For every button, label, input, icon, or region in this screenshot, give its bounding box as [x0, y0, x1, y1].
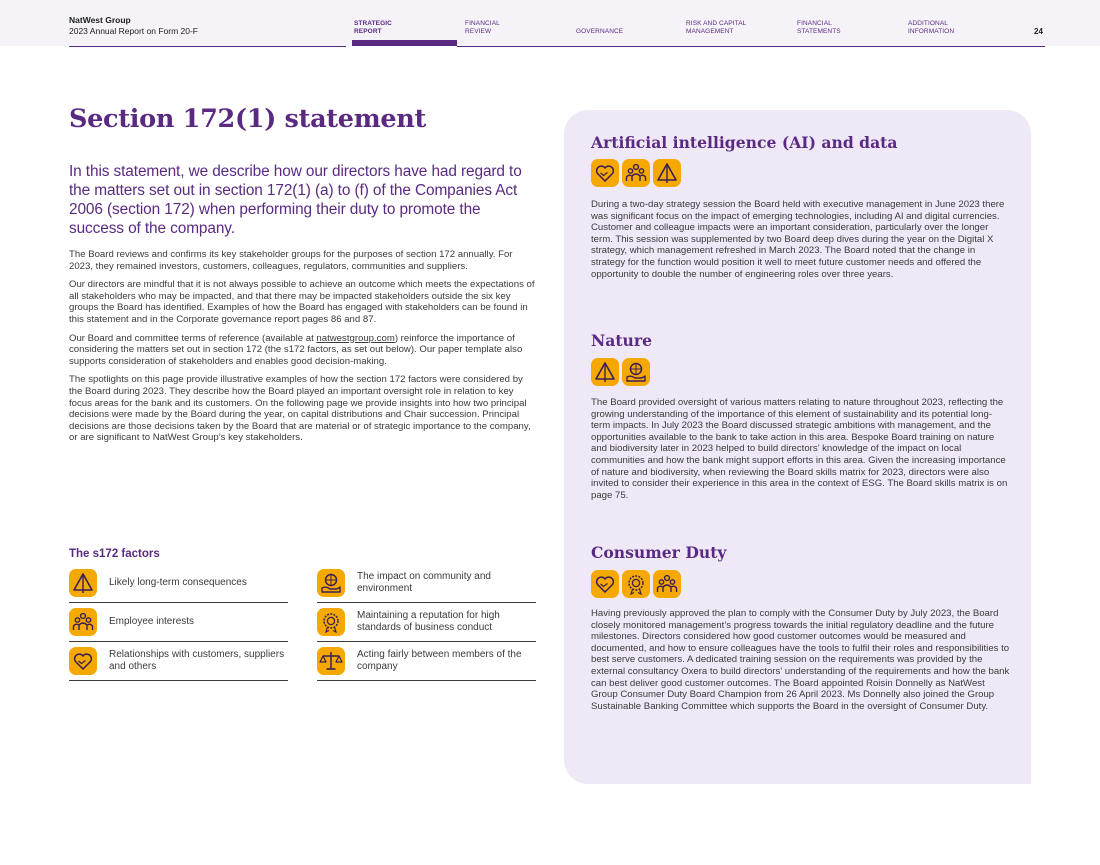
- page-number: 24: [1034, 27, 1043, 36]
- nav-financial-statements[interactable]: [797, 20, 841, 35]
- paragraph: The Board reviews and confirms its key stakeholder groups for the purposes of section 172 annually. For 2023, they remained investors, customers, colleagues, regulators, communities and suppliers.: [69, 249, 513, 272]
- paragraph-text: Our Board and committee terms of reference (available at: [69, 332, 317, 344]
- page-header: [0, 0, 1100, 46]
- natwestgroup-link[interactable]: natwestgroup.com: [316, 332, 395, 344]
- header-rule: [457, 46, 1045, 47]
- body-text: [69, 249, 537, 451]
- page-title: Section 172(1) statement: [69, 104, 427, 134]
- paragraph: The spotlights on this page provide illustrative examples of how the section 172 factors were considered by the Board during 2023. They describe how the Board played an important oversight role in relation to key focus areas for the bank and its customers. On the following page we provide insights into how two principal decisions were made by the Board during the year, on capital distributions and Chair succession. Principal decisions are those decisions taken by the Board that are material or of strategic importance to the company, or are significant to NatWest Group’s key stakeholders.: [69, 374, 531, 444]
- paragraph: Our directors are mindful that it is not always possible to achieve an outcome which meets the expectations of all stakeholders who may be impacted, and that there may be impacted stakeholders outside the six key groups the Board has identified. Examples of how the Board has engaged with stakeholders can be found in this statement and in the Corporate governance report pages 86 and 87.: [69, 279, 535, 325]
- employees-group-icon: [622, 159, 650, 187]
- factor-label: Likely long-term consequences: [109, 576, 247, 588]
- s172-factors-heading: The s172 factors: [69, 548, 160, 560]
- rosette-award-icon: [317, 608, 345, 636]
- nav-active-indicator: [352, 40, 457, 46]
- ai-data-heading: Artificial intelligence (AI) and data: [591, 133, 898, 152]
- report-title: 2023 Annual Report on Form 20-F: [69, 26, 198, 36]
- nature-text: The Board provided oversight of various matters relating to nature throughout 2023, reflecting the growing understanding of the importance of this element of sustainability and its potential long-term impacts. In July 2023 the Board discussed strategic ambitions with management, and the opportunities available to the bank to take action in this area. Bespoke Board training on nature and biodiversity later in 2023 helped to build directors’ knowledge of the impact on local communities and how the bank might support efforts in this area. Given the increasing importance of nature and biodiversity, when reviewing the Board skills matrix for 2023, directors were also invited to consider their experience in this area in the context of ESG. The Board skills matrix is on page 75.: [591, 397, 1008, 501]
- nav-label-line2: REVIEW: [465, 27, 492, 35]
- handshake-heart-icon: [591, 159, 619, 187]
- factor-employee-interests: [69, 603, 288, 642]
- factor-community-environment: [317, 564, 536, 603]
- nav-label-line2: MANAGEMENT: [686, 27, 734, 35]
- nav-label-line1: RISK AND CAPITAL: [686, 20, 747, 27]
- factor-label: Maintaining a reputation for high standards of business conduct: [357, 609, 500, 633]
- factor-label: Employee interests: [109, 615, 195, 627]
- community-hands-icon: [317, 569, 345, 597]
- nav-label-line1: ADDITIONAL: [908, 20, 949, 27]
- rosette-award-icon: [622, 570, 650, 598]
- nav-label-line1: GOVERNANCE: [576, 28, 624, 35]
- handshake-heart-icon: [69, 647, 97, 675]
- nav-label-line1: FINANCIAL: [797, 20, 832, 27]
- factor-business-conduct: [317, 603, 536, 642]
- factor-customer-relationships: [69, 642, 288, 681]
- nav-label-line2: STATEMENTS: [797, 27, 841, 35]
- factor-long-term-consequences: [69, 564, 288, 603]
- community-hands-icon: [622, 358, 650, 386]
- nav-strategic-report[interactable]: [354, 20, 392, 35]
- paragraph: [69, 333, 537, 368]
- consumer-duty-text: Having previously approved the plan to comply with the Consumer Duty by July 2023, the Board closely monitored management’s progress towards the initial regulatory deadline and the future milestones. Directors considered how good customer outcomes would be measured and documented, and how to ensure colleagues have the tools to fulfil their roles and responsibilities to best serve customers. A dedicated training session on the requirements was provided by the external consultancy Oxera to build directors’ understanding of the requirements and how the bank can best deliver good customer outcomes. The Board appointed Roisin Donnelly as NatWest Group Consumer Duty Board Champion from 26 April 2023. Ms Donnelly also joined the Group Sustainable Banking Committee which supports the Board in the oversight of Consumer Duty.: [591, 608, 1010, 712]
- nav-risk-capital-management[interactable]: [686, 20, 746, 35]
- nav-governance[interactable]: [576, 28, 623, 36]
- nav-label-line1: STRATEGIC: [354, 20, 392, 27]
- ai-data-text: During a two-day strategy session the Board held with executive management in June 2023 there was significant focus on the impact of emerging technologies, including AI and digital currencies. Customer and colleague impacts were an important consideration, particularly over the longer term. This session was supplemented by two Board deep dives during the year on the Digital X strategy, which management refreshed in March 2023. The Board noted that the change in strategy for the function would position it well to meet future customer needs and offered the opportunity to double the number of engineering roles over three years.: [591, 199, 1005, 280]
- factor-label: Relationships with customers, suppliers and others: [109, 648, 285, 672]
- nature-heading: Nature: [591, 331, 653, 350]
- warning-triangle-icon: [591, 358, 619, 386]
- company-name: NatWest Group: [69, 15, 131, 25]
- employees-group-icon: [69, 608, 97, 636]
- warning-triangle-icon: [69, 569, 97, 597]
- factor-acting-fairly: [317, 642, 536, 681]
- nav-additional-information[interactable]: [908, 20, 954, 35]
- employees-group-icon: [653, 570, 681, 598]
- factor-label: The impact on community and environment: [357, 570, 491, 594]
- nav-label-line1: FINANCIAL: [465, 20, 500, 27]
- brand-block: [69, 15, 198, 37]
- handshake-heart-icon: [591, 570, 619, 598]
- scales-icon: [317, 647, 345, 675]
- nav-label-line2: INFORMATION: [908, 27, 955, 35]
- lead-paragraph: In this statement, we describe how our directors have had regard to the matters set out in section 172(1) (a) to (f) of the Companies Act 2006 (section 172) when performing their duty to promote the success of the company.: [69, 163, 522, 237]
- factor-label: Acting fairly between members of the company: [357, 648, 522, 672]
- nav-label-line2: REPORT: [354, 27, 382, 35]
- header-rule: [69, 46, 346, 47]
- paragraph-text: ) reinforce the importance of considering the matters set out in section 172 (the s172 factors, as set out below). Our paper template also supports consideration of stakeholders and enables good decision-making.: [69, 332, 523, 367]
- nav-financial-review[interactable]: [465, 20, 500, 35]
- warning-triangle-icon: [653, 159, 681, 187]
- consumer-duty-heading: Consumer Duty: [591, 543, 727, 562]
